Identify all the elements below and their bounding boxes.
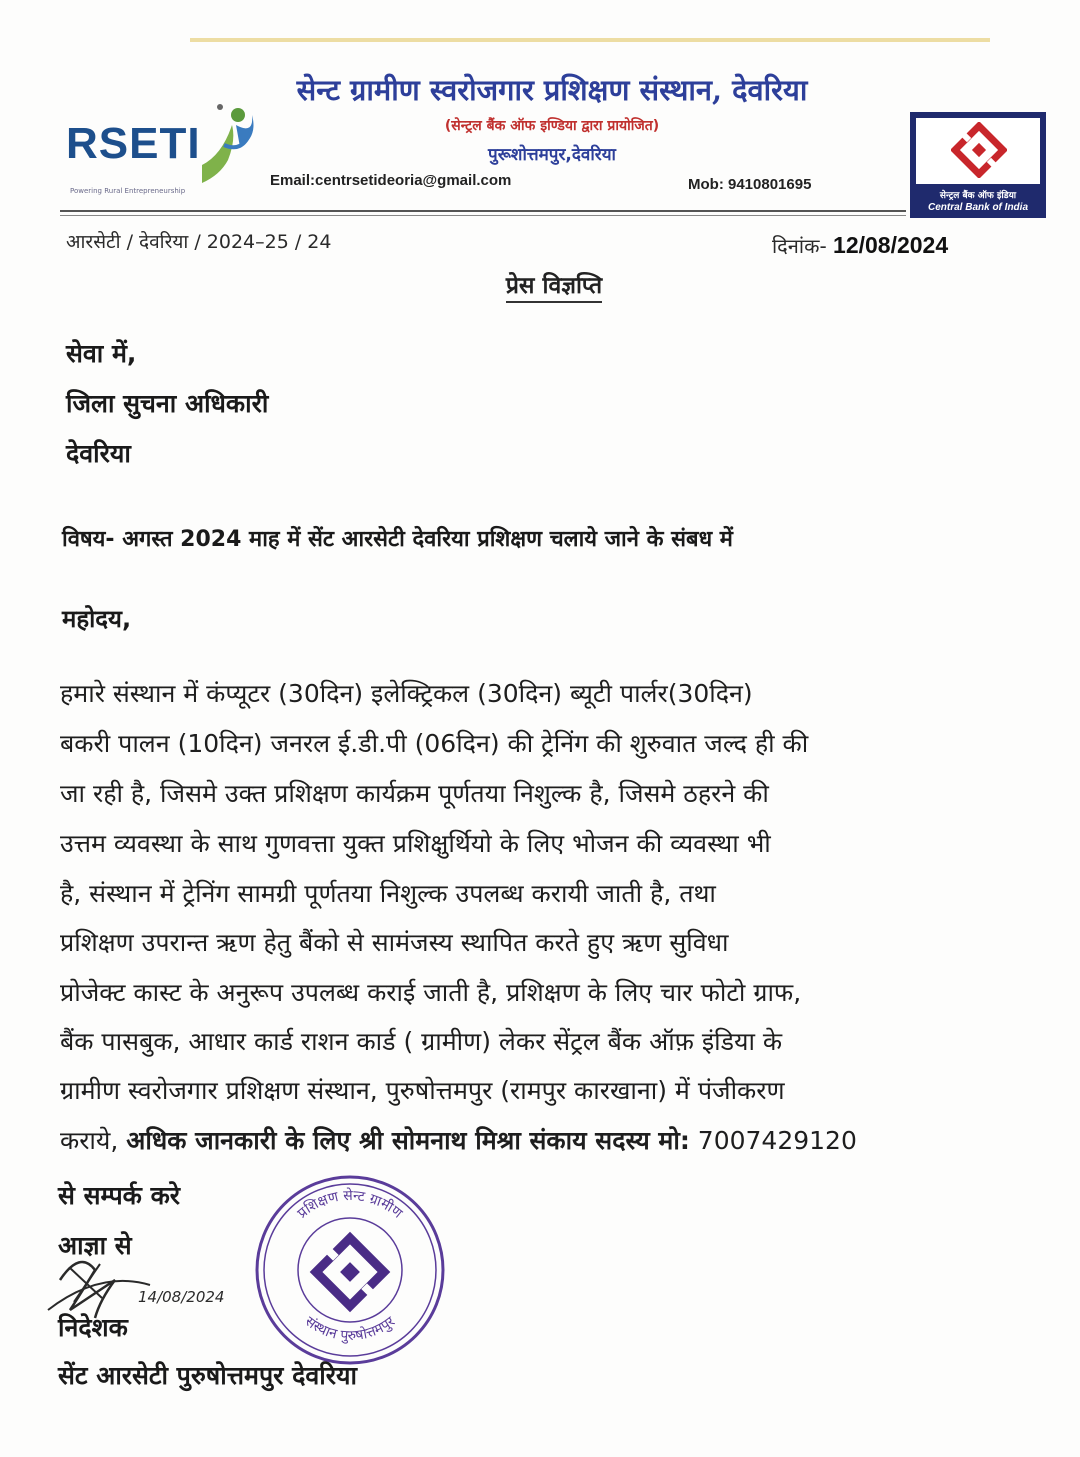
body-line: ग्रामीण स्वरोजगार प्रशिक्षण संस्थान, पुरुषोत्तमपुर (रामपुर कारखाना) में पंजीकरण <box>60 1076 785 1105</box>
addressee-line-1: सेवा में, <box>66 339 137 368</box>
office-name: सेंट आरसेटी पुरुषोत्तमपुर देवरिया <box>58 1361 357 1390</box>
seal-bottom-text: संस्थान पुरुषोत्तमपुर <box>301 1313 399 1345</box>
header-divider <box>60 210 906 212</box>
body-line-last <box>60 1123 857 1157</box>
body-line: उत्तम व्यवस्था के साथ गुणवत्ता युक्त प्रशिक्षुर्थियो के लिए भोजन की व्यवस्था भी <box>60 829 771 858</box>
rseti-person-icon <box>192 95 262 190</box>
addressee-line-3: देवरिया <box>66 439 131 468</box>
director-signature <box>40 1240 240 1330</box>
body-line: बैंक पासबुक, आधार कार्ड राशन कार्ड ( ग्रामीण) लेकर सेंट्रल बैंक ऑफ़ इंडिया के <box>60 1027 783 1056</box>
central-bank-logo <box>910 112 1046 218</box>
seal-top-text: प्रशिक्षण सेन्ट ग्रामीण <box>294 1187 406 1222</box>
body-line: बकरी पालन (10दिन) जनरल ई.डी.पी (06दिन) की ट्रेनिंग की शुरुवात जल्द ही की <box>60 729 809 758</box>
contact-phone: 7007429120 <box>689 1126 857 1155</box>
contact-instruction: से सम्पर्क करे <box>58 1181 181 1210</box>
bank-name-hindi: सेन्ट्रल बैंक ऑफ इंडिया <box>939 191 1017 201</box>
bank-emblem-icon <box>951 122 1007 178</box>
signature-date: 14/08/2024 <box>138 1288 225 1306</box>
institute-title: सेन्ट ग्रामीण स्वरोजगार प्रशिक्षण संस्थान, देवरिया <box>296 73 808 107</box>
body-line: हमारे संस्थान में कंप्यूटर (30दिन) इलेक्ट्रिकल (30दिन) ब्यूटी पार्लर(30दिन) <box>60 679 753 708</box>
addressee-line-2: जिला सुचना अधिकारी <box>66 389 269 418</box>
body-last-plain: कराये, <box>60 1126 127 1155</box>
subject-line: विषय- अगस्त 2024 माह में सेंट आरसेटी देवरिया प्रशिक्षण चलाये जाने के संबध में <box>62 527 733 552</box>
email-text: Email:centrsetideoria@gmail.com <box>270 172 512 189</box>
rseti-tagline: Powering Rural Entrepreneurship <box>70 187 186 195</box>
institute-seal <box>252 1172 448 1368</box>
bank-logo-panel <box>916 118 1040 184</box>
top-edge-line <box>190 38 990 42</box>
svg-text:संस्थान पुरुषोत्तमपुर <box>302 1314 398 1345</box>
press-release-heading <box>0 268 1080 300</box>
body-line: जा रही है, जिसमे उक्त प्रशिक्षण कार्यक्रम पूर्णतया निशुल्क है, जिसमे ठहरने की <box>60 779 769 808</box>
sponsor-line: (सेन्ट्रल बैंक ऑफ इण्डिया द्वारा प्रायोजित) <box>444 118 660 134</box>
contact-person-text: अधिक जानकारी के लिए श्री सोमनाथ मिश्रा संकाय सदस्य मो: <box>126 1126 690 1155</box>
body-line: है, संस्थान में ट्रेनिंग सामग्री पूर्णतया निशुल्क उपलब्ध करायी जाती है, तथा <box>60 879 716 908</box>
body-line: प्रोजेक्ट कास्ट के अनुरूप उपलब्ध कराई जाती है, प्रशिक्षण के लिए चार फोटो ग्राफ, <box>60 978 802 1007</box>
mobile-text: Mob: 9410801695 <box>688 176 812 193</box>
rseti-logo-text: RSETI <box>66 119 201 168</box>
body-line: प्रशिक्षण उपरान्त ऋण हेतु बैंको से सामंजस्य स्थापित करते हुए ऋण सुविधा <box>60 928 729 957</box>
by-order-text: आज्ञा से <box>58 1231 132 1260</box>
svg-text:प्रशिक्षण सेन्ट ग्रामीण <box>295 1187 406 1222</box>
date-value: 12/08/2024 <box>833 232 949 258</box>
letter-date <box>772 232 948 259</box>
institute-address: पुरूशोत्तमपुर,देवरिया <box>488 145 616 165</box>
heading-text: प्रेस विज्ञप्ति <box>506 273 602 303</box>
header-divider-thin <box>60 215 906 216</box>
bank-name-english: Central Bank of India <box>927 202 1028 213</box>
reference-number: आरसेटी / देवरिया / 2024–25 / 24 <box>66 231 332 253</box>
salutation: महोदय, <box>62 605 132 633</box>
date-label: दिनांक- <box>772 234 827 258</box>
designation-text: निदेशक <box>58 1313 128 1342</box>
seal-emblem-icon <box>312 1234 388 1310</box>
rseti-logo <box>62 95 252 205</box>
